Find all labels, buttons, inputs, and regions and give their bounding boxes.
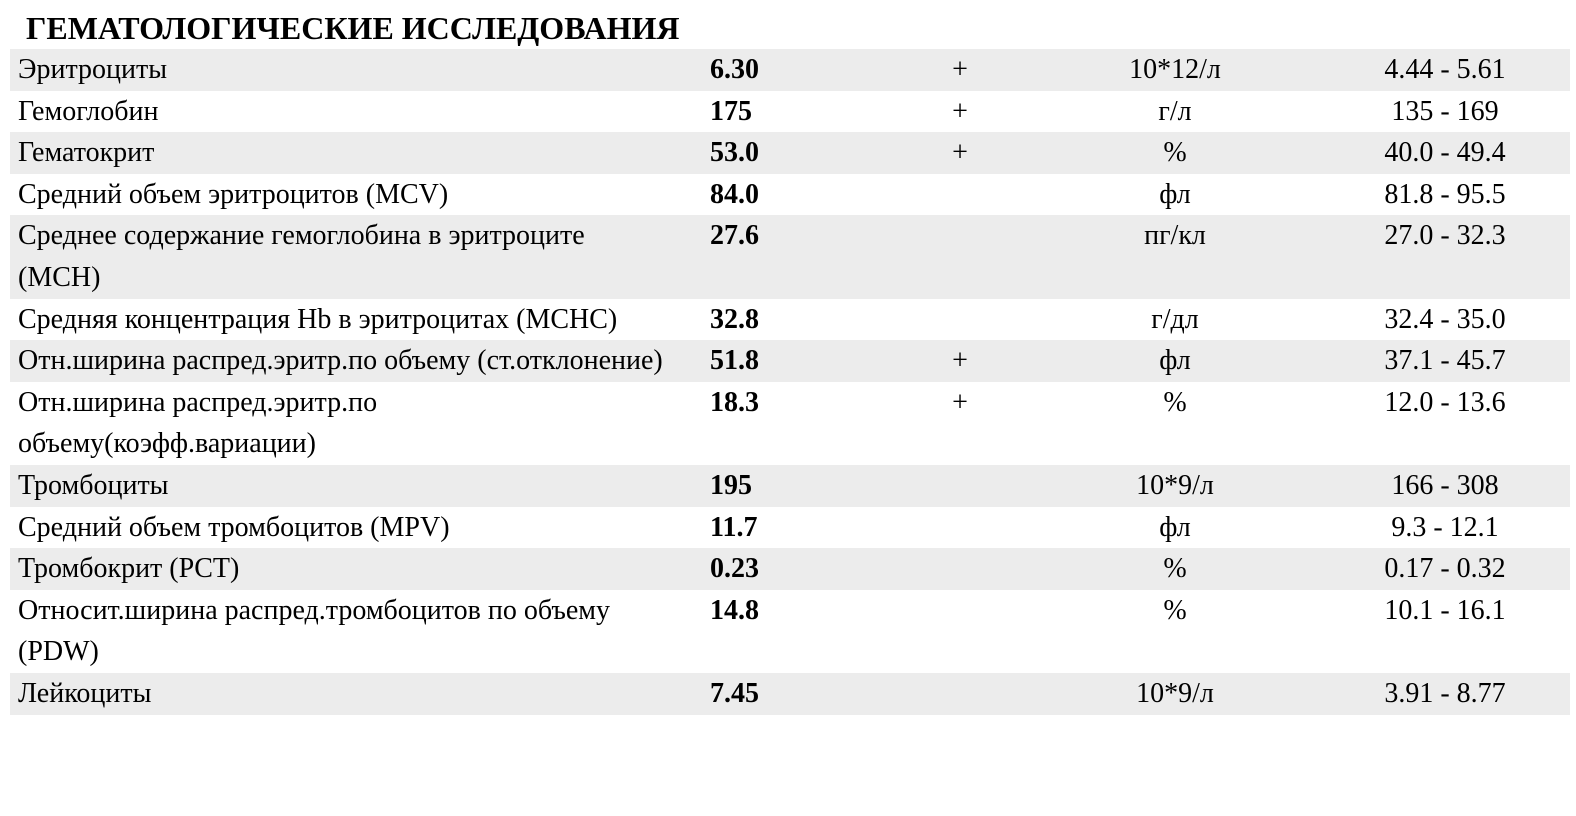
deviation-flag: + — [952, 95, 968, 127]
section-title: ГЕМАТОЛОГИЧЕСКИЕ ИССЛЕДОВАНИЯ — [26, 10, 680, 46]
test-value: 175 — [710, 95, 752, 127]
deviation-flag: + — [952, 386, 968, 418]
deviation-flag — [890, 590, 1030, 673]
results-table — [10, 49, 1570, 715]
test-value: 84.0 — [710, 178, 759, 210]
reference-range: 10.1 - 16.1 — [1384, 594, 1506, 626]
test-unit: 10*9/л — [1030, 465, 1320, 507]
reference-range: 40.0 - 49.4 — [1320, 132, 1570, 174]
test-value: 51.8 — [690, 340, 890, 382]
test-name: Отн.ширина распред.эритр.по объему(коэфф.вариации) — [18, 386, 378, 460]
reference-range: 3.91 - 8.77 — [1320, 673, 1570, 715]
table-row — [10, 132, 1570, 174]
test-name: Тромбоциты — [10, 465, 690, 507]
deviation-flag — [890, 673, 1030, 715]
test-name: Гемоглобин — [18, 95, 159, 127]
test-value: 53.0 — [690, 132, 890, 174]
test-unit: % — [1030, 548, 1320, 590]
test-value: 11.7 — [710, 511, 758, 543]
table-row — [10, 215, 1570, 298]
reference-range: 0.17 - 0.32 — [1320, 548, 1570, 590]
table-row — [10, 91, 1570, 133]
table-row — [10, 174, 1570, 216]
table-row — [10, 382, 1570, 465]
table-row — [10, 465, 1570, 507]
test-name: Относит.ширина распред.тромбоцитов по объему (PDW) — [18, 594, 610, 668]
test-value: 14.8 — [710, 594, 759, 626]
reference-range: 166 - 308 — [1320, 465, 1570, 507]
table-row — [10, 49, 1570, 91]
test-name: Тромбокрит (PCT) — [10, 548, 690, 590]
test-name: Средний объем эритроцитов (MCV) — [18, 178, 449, 210]
reference-range: 37.1 - 45.7 — [1320, 340, 1570, 382]
test-value: 0.23 — [690, 548, 890, 590]
reference-range: 32.4 - 35.0 — [1384, 303, 1506, 335]
test-value: 7.45 — [690, 673, 890, 715]
reference-range: 9.3 - 12.1 — [1391, 511, 1499, 543]
test-unit: пг/кл — [1030, 215, 1320, 298]
test-name: Эритроциты — [10, 49, 690, 91]
deviation-flag — [890, 507, 1030, 549]
test-name: Средний объем тромбоцитов (MPV) — [18, 511, 450, 543]
test-unit: фл — [1030, 340, 1320, 382]
test-unit: % — [1030, 132, 1320, 174]
table-row — [10, 673, 1570, 715]
reference-range: 81.8 - 95.5 — [1384, 178, 1506, 210]
test-unit: % — [1163, 386, 1187, 418]
table-row — [10, 299, 1570, 341]
deviation-flag: + — [890, 340, 1030, 382]
deviation-flag — [890, 174, 1030, 216]
test-value: 6.30 — [690, 49, 890, 91]
test-value: 27.6 — [690, 215, 890, 298]
deviation-flag — [890, 465, 1030, 507]
test-name: Среднее содержание гемоглобина в эритроците (MCH) — [10, 215, 690, 298]
deviation-flag: + — [890, 132, 1030, 174]
test-unit: % — [1163, 594, 1187, 626]
reference-range: 135 - 169 — [1391, 95, 1499, 127]
table-row — [10, 507, 1570, 549]
test-unit: г/дл — [1151, 303, 1199, 335]
table-row — [10, 340, 1570, 382]
test-unit: г/л — [1158, 95, 1192, 127]
test-unit: фл — [1159, 178, 1191, 210]
test-name: Отн.ширина распред.эритр.по объему (ст.отклонение) — [10, 340, 690, 382]
reference-range: 4.44 - 5.61 — [1320, 49, 1570, 91]
test-name: Лейкоциты — [10, 673, 690, 715]
test-unit: фл — [1159, 511, 1191, 543]
deviation-flag — [890, 299, 1030, 341]
test-name: Гематокрит — [10, 132, 690, 174]
table-row — [10, 590, 1570, 673]
deviation-flag — [890, 215, 1030, 298]
reference-range: 12.0 - 13.6 — [1384, 386, 1506, 418]
test-unit: 10*12/л — [1030, 49, 1320, 91]
test-value: 32.8 — [710, 303, 759, 335]
test-value: 195 — [690, 465, 890, 507]
test-value: 18.3 — [710, 386, 759, 418]
reference-range: 27.0 - 32.3 — [1320, 215, 1570, 298]
test-name: Средняя концентрация Hb в эритроцитах (MCHC) — [18, 303, 618, 335]
deviation-flag — [890, 548, 1030, 590]
test-unit: 10*9/л — [1030, 673, 1320, 715]
deviation-flag: + — [890, 49, 1030, 91]
table-row — [10, 548, 1570, 590]
